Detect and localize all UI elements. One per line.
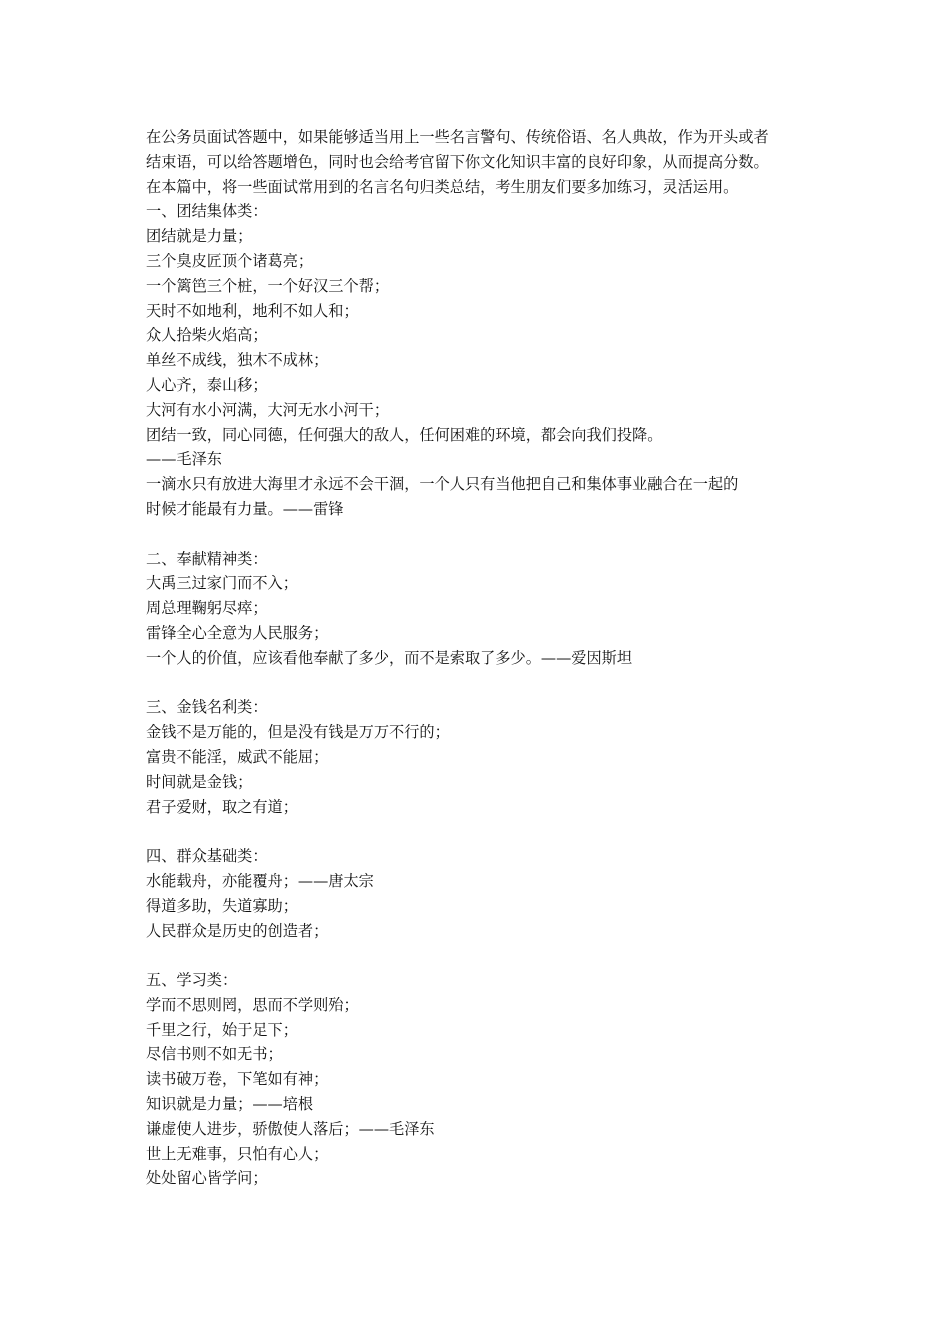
quote-line: 大禹三过家门而不入； (146, 574, 298, 593)
quote-line: 人民群众是历史的创造者； (146, 921, 329, 940)
quote-line: 君子爱财，取之有道； (146, 797, 298, 816)
section-heading-learning: 五、学习类： (146, 971, 238, 990)
quote-line: 时候才能最有力量。——雷锋 (146, 499, 344, 518)
intro-line-1: 在公务员面试答题中，如果能够适当用上一些名言警句、传统俗语、名人典故，作为开头或者 (146, 128, 769, 146)
quote-line: 知识就是力量；——培根 (146, 1095, 314, 1114)
quote-line: 众人拾柴火焰高； (146, 326, 268, 345)
quote-line: 处处留心皆学问； (146, 1169, 268, 1188)
quote-line: 谦虚使人进步，骄傲使人落后；——毛泽东 (146, 1119, 435, 1138)
blank-line (146, 943, 816, 968)
quote-line: 人心齐，泰山移； (146, 375, 268, 394)
quote-line: 一个篱笆三个桩，一个好汉三个帮； (146, 276, 389, 295)
section-heading-unity: 一、团结集体类： (146, 202, 268, 221)
quote-line: 时间就是金钱； (146, 772, 253, 791)
quote-line: 读书破万卷，下笔如有神； (146, 1070, 329, 1089)
quote-line: 水能载舟，亦能覆舟；——唐太宗 (146, 871, 374, 890)
document-body (146, 125, 816, 1191)
intro-line-2: 结束语，可以给答题增色，同时也会给考官留下你文化知识丰富的良好印象，从而提高分数。 (146, 152, 769, 171)
quote-line: 单丝不成线，独木不成林； (146, 351, 329, 370)
quote-line: 学而不思则罔，思而不学则殆； (146, 995, 359, 1014)
section-heading-money: 三、金钱名利类： (146, 698, 268, 717)
quote-line: 团结一致，同心同德，任何强大的敌人，任何困难的环境，都会向我们投降。 (146, 425, 663, 444)
section-heading-masses: 四、群众基础类： (146, 847, 268, 866)
quote-line: 三个臭皮匠顶个诸葛亮； (146, 251, 314, 270)
blank-line (146, 819, 816, 844)
quote-line: 周总理鞠躬尽瘁； (146, 599, 268, 618)
quote-line: 世上无难事，只怕有心人； (146, 1144, 329, 1163)
section-heading-dedication: 二、奉献精神类： (146, 549, 268, 568)
blank-line (146, 522, 816, 547)
quote-line: 富贵不能淫，威武不能屈； (146, 747, 329, 766)
quote-attribution: ——毛泽东 (146, 450, 222, 469)
quote-line: 团结就是力量； (146, 227, 253, 246)
quote-line: 金钱不是万能的，但是没有钱是万万不行的； (146, 723, 450, 742)
quote-line: 得道多助，失道寡助； (146, 896, 298, 915)
quote-line: 天时不如地利，地利不如人和； (146, 301, 359, 320)
quote-line: 尽信书则不如无书； (146, 1045, 283, 1064)
intro-line-3: 在本篇中，将一些面试常用到的名言名句归类总结，考生朋友们要多加练习，灵活运用。 (146, 177, 739, 196)
quote-line: 一滴水只有放进大海里才永远不会干涸，一个人只有当他把自己和集体事业融合在一起的 (146, 475, 739, 494)
quote-line: 雷锋全心全意为人民服务； (146, 623, 329, 642)
quote-line: 大河有水小河满，大河无水小河干； (146, 400, 389, 419)
blank-line (146, 671, 816, 696)
quote-line: 千里之行，始于足下； (146, 1020, 298, 1039)
quote-line: 一个人的价值，应该看他奉献了多少，而不是索取了多少。——爱因斯坦 (146, 648, 632, 667)
